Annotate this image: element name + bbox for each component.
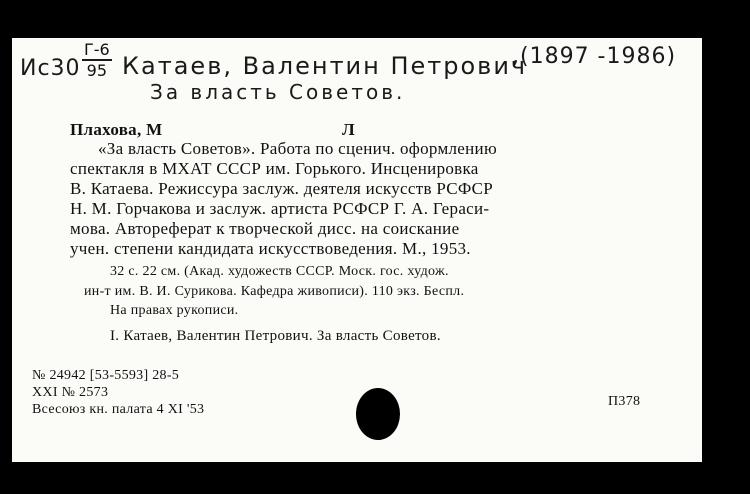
body-line-4: Н. М. Горчакова и заслуж. артиста РСФСР Г. А. Гераси-	[70, 199, 490, 218]
entry-index-letter: Л	[342, 120, 355, 139]
body-line-5: мова. Автореферат к творческой дисс. на соискание	[70, 219, 460, 238]
fraction-top: Г-6	[84, 40, 110, 59]
handwritten-fraction	[82, 40, 112, 80]
collation-line-3: На правах рукописи.	[110, 303, 239, 318]
handwritten-shelf-code: Ис30	[20, 56, 81, 81]
handwritten-title: За власть Советов.	[150, 80, 406, 104]
collation-line-2: ин-т им. В. И. Сурикова. Кафедра живописи). 110 экз. Беспл.	[84, 284, 465, 299]
card-punch-hole	[356, 388, 400, 440]
collation-line-1: 32 с. 22 см. (Акад. художеств СССР. Моск. гос. худож.	[110, 264, 449, 279]
accession-line-2: XXI № 2573	[32, 385, 109, 400]
body-line-3: В. Катаева. Режиссура заслуж. деятеля искусств РСФСР	[70, 179, 494, 198]
fraction-bottom: 95	[86, 61, 108, 80]
accession-line-1: № 24942 [53-5593] 28-5	[32, 368, 180, 383]
accession-line-3: Всесоюз кн. палата 4 XI '53	[32, 402, 205, 417]
handwritten-years: ,(1897 -1986)	[512, 44, 677, 69]
tracing-entry: I. Катаев, Валентин Петрович. За власть Советов.	[110, 328, 441, 344]
body-line-1: «За власть Советов». Работа по сценич. оформлению	[98, 139, 497, 158]
body-line-6: учен. степени кандидата искусствоведения. М., 1953.	[70, 239, 471, 258]
catalog-card	[12, 38, 702, 462]
body-line-2: спектакля в МХАТ СССР им. Горького. Инсценировка	[70, 159, 479, 178]
handwritten-author-name: Катаев, Валентин Петрович	[122, 52, 528, 80]
print-code: П378	[608, 394, 641, 409]
entry-author: Плахова, М	[70, 120, 163, 139]
